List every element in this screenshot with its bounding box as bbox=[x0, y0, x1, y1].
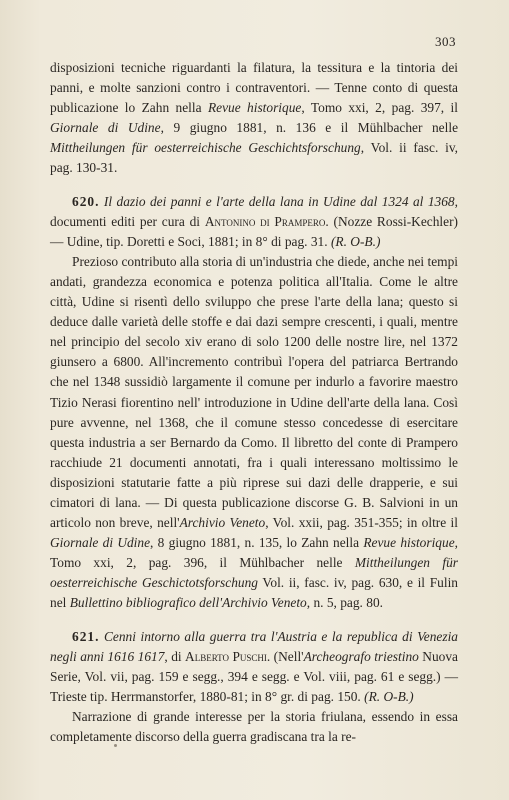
page-number: 303 bbox=[435, 34, 456, 49]
entry-620-title: Il dazio dei panni e l'arte della lana in Udine dal 1324 al 1368 bbox=[103, 193, 455, 209]
entry-620 bbox=[50, 192, 458, 614]
entry-621-text-2: . (Nell' bbox=[266, 648, 304, 664]
entry-621-signature: (R. O-B.) bbox=[364, 688, 414, 704]
entry-621-text-3: Nuova Serie, Vol. vii, pag. 159 e segg., 394 e segg. e Vol. viii, pag. 61 e segg.) — Trieste tip. Herrmanstorfer, 1880-81; in 8° gr. di pag. 150. bbox=[50, 648, 458, 704]
entry-621-number: 621. bbox=[72, 628, 100, 644]
entry-620-review-text-3: , Vol. xxii, pag. 351-355; in oltre il bbox=[265, 515, 458, 531]
entry-620-review bbox=[50, 252, 458, 614]
intro-text-3: , 9 giugno 1881, n. 136 e il Mühlbacher nelle bbox=[160, 120, 459, 136]
intro-text-2: , Tomo xxi, 2, pag. 397, il bbox=[301, 100, 458, 116]
entry-620-signature: (R. O-B.) bbox=[330, 233, 381, 249]
entry-620-ref-1: Archivio Veneto bbox=[179, 515, 266, 531]
intro-paragraph bbox=[50, 58, 458, 179]
intro-journal-2: Giornale di Udine bbox=[50, 120, 161, 136]
entry-620-review-text-5: , Tomo xxi, 2, pag. 396, il Mühlbacher nelle bbox=[50, 535, 458, 571]
entry-620-ref-4: Mittheilungen für oesterreichische Geschictotsforschung bbox=[50, 555, 458, 591]
entry-621-heading bbox=[50, 627, 458, 707]
entry-620-author: Antonino di Prampero bbox=[204, 213, 326, 229]
entry-621-journal: Archeografo triestino bbox=[303, 648, 419, 664]
entry-621 bbox=[50, 627, 458, 748]
intro-journal-3: Mittheilungen für oesterreichische Geschichtsforschung bbox=[50, 140, 361, 156]
intro-text-1: disposizioni tecniche riguardanti la filatura, la tessitura e la tintoria dei panni, e molte sanzioni contro i contraventori. — Tenne conto di questa publicazione lo Zahn nella bbox=[50, 60, 458, 116]
intro-journal-1: Revue historique bbox=[207, 100, 302, 116]
entry-621-review: Narrazione di grande interesse per la storia friulana, essendo in essa completamente discorso della guerra gradiscana tra la re- bbox=[50, 708, 458, 744]
entry-620-review-text: Prezioso contributo alla storia di un'industria che diede, anche nei tempi andati, grandezza economica e potenza politica all'Italia. Come le altre città, Udine si risentì dello sviluppo che prese l'arte della lana; questo si deduce dalle varietà delle stoffe e dai dazi sempre crescenti, i quali, mentre nel principio del secolo xiv erano di solo 1200 delle nostre lire, nel 1372 giunsero a 6800. All'incremento contribuì l'opera del patriarca Bertrando che nel 1348 sussidiò largamente il comune per indurlo a favorire maestro Tizio Nerasi fiorentino nell' introduzione in Udine dell'arte della lana. Così pure avvenne, nel 1368, che il comune stesso concedesse di esercitare questa industria a ser Bernardo da Como. Il libretto del conte di Prampero racchiude 21 documenti annotati, fra i quali interessano moltissimo le disposizioni statutarie fatte a più riprese sui dazi delle drapperie, e sui cimatori di lana. — Di questa publicazione discorse G. B. Salvioni in un articolo non breve, nel bbox=[50, 253, 458, 531]
entry-620-heading bbox=[50, 192, 458, 252]
entry-620-ref-5: Bullettino bibliografico dell'Archivio Veneto bbox=[69, 595, 307, 611]
entry-620-review-text-7: , n. 5, pag. 80. bbox=[306, 595, 383, 611]
entry-620-number: 620. bbox=[72, 193, 100, 209]
entry-620-review-text-4: , 8 giugno 1881, n. 135, lo Zahn nella bbox=[150, 535, 364, 551]
entry-620-text-2: . (Nozze Rossi-Kechler) — Udine, tip. Doretti e Soci, 1881; in 8° di pag. 31. bbox=[50, 213, 458, 249]
entry-621-title: Cenni intorno alla guerra tra l'Austria e la republica di Venezia negli anni 1616 1617 bbox=[50, 628, 458, 664]
intro-text-4: , Vol. ii fasc. iv, pag. 130-31. bbox=[50, 140, 458, 176]
entry-621-author: Alberto Puschi bbox=[185, 648, 267, 664]
entry-620-ref-2: Giornale di Udine bbox=[50, 535, 151, 551]
entry-620-text-1: , documenti editi per cura di bbox=[50, 193, 458, 229]
entry-620-review-text-6: Vol. ii, fasc. iv, pag. 630, e il Fulin nel bbox=[50, 575, 458, 611]
entry-621-text-1: , di bbox=[164, 648, 186, 664]
entry-620-review-text-2: l' bbox=[173, 515, 180, 531]
entry-620-ref-3: Revue historique bbox=[363, 535, 455, 551]
ink-smudge bbox=[114, 744, 117, 747]
page-body bbox=[50, 58, 458, 747]
